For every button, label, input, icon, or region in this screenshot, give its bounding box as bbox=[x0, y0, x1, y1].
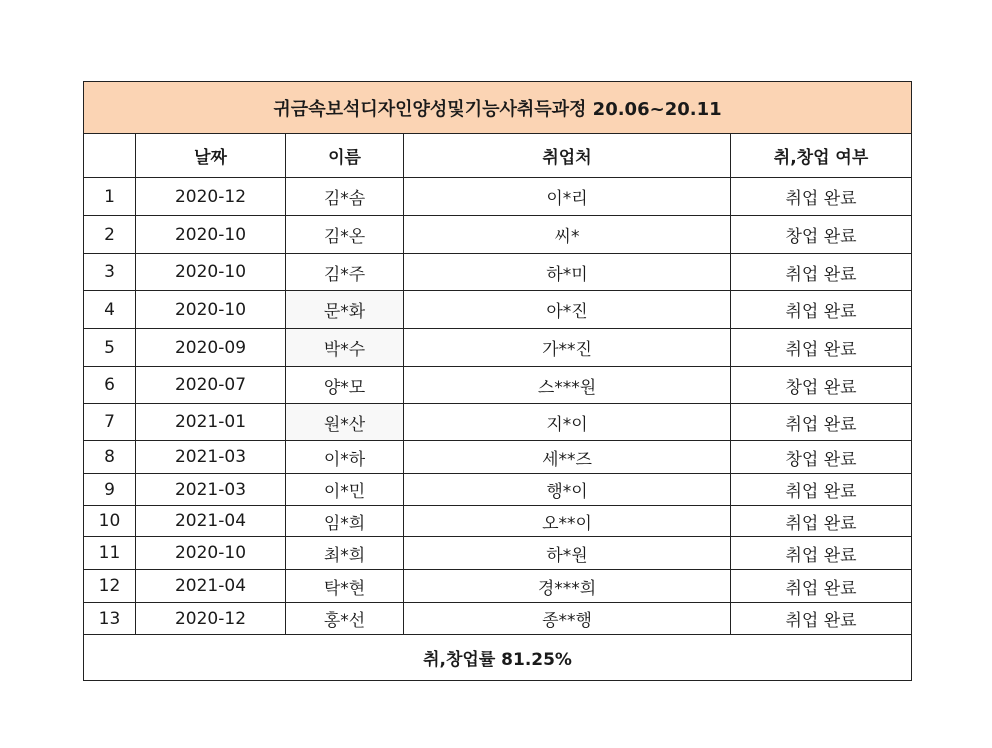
employment-rate: 취,창업률 81.25% bbox=[84, 635, 912, 681]
cell-status: 취업 완료 bbox=[731, 570, 912, 603]
table-row bbox=[84, 506, 912, 537]
table-row bbox=[84, 404, 912, 441]
cell-no: 6 bbox=[84, 367, 136, 404]
cell-status: 창업 완료 bbox=[731, 216, 912, 254]
cell-name: 임*희 bbox=[286, 506, 404, 537]
cell-no: 9 bbox=[84, 474, 136, 506]
cell-name: 최*희 bbox=[286, 537, 404, 570]
table-body bbox=[84, 82, 912, 681]
table-row bbox=[84, 367, 912, 404]
cell-status: 취업 완료 bbox=[731, 254, 912, 291]
cell-status: 취업 완료 bbox=[731, 474, 912, 506]
cell-company: 행*이 bbox=[404, 474, 731, 506]
cell-date: 2021-04 bbox=[136, 506, 286, 537]
cell-name: 김*온 bbox=[286, 216, 404, 254]
cell-no: 12 bbox=[84, 570, 136, 603]
cell-name: 양*모 bbox=[286, 367, 404, 404]
cell-no: 1 bbox=[84, 178, 136, 216]
table-row bbox=[84, 178, 912, 216]
cell-company: 스***원 bbox=[404, 367, 731, 404]
header-row bbox=[84, 134, 912, 178]
header-status: 취,창업 여부 bbox=[731, 134, 912, 178]
title-row bbox=[84, 82, 912, 134]
footer-row bbox=[84, 635, 912, 681]
cell-company: 하*미 bbox=[404, 254, 731, 291]
cell-status: 취업 완료 bbox=[731, 178, 912, 216]
cell-no: 10 bbox=[84, 506, 136, 537]
table-row bbox=[84, 603, 912, 635]
cell-no: 13 bbox=[84, 603, 136, 635]
cell-no: 2 bbox=[84, 216, 136, 254]
cell-status: 창업 완료 bbox=[731, 441, 912, 474]
cell-date: 2020-10 bbox=[136, 537, 286, 570]
cell-date: 2020-09 bbox=[136, 329, 286, 367]
cell-no: 4 bbox=[84, 291, 136, 329]
cell-date: 2020-10 bbox=[136, 216, 286, 254]
cell-company: 지*이 bbox=[404, 404, 731, 441]
table-row bbox=[84, 441, 912, 474]
cell-date: 2020-10 bbox=[136, 254, 286, 291]
cell-status: 취업 완료 bbox=[731, 404, 912, 441]
cell-no: 5 bbox=[84, 329, 136, 367]
cell-date: 2021-04 bbox=[136, 570, 286, 603]
table-row bbox=[84, 474, 912, 506]
cell-company: 아*진 bbox=[404, 291, 731, 329]
cell-status: 취업 완료 bbox=[731, 603, 912, 635]
cell-name: 문*화 bbox=[286, 291, 404, 329]
cell-company: 하*원 bbox=[404, 537, 731, 570]
header-no bbox=[84, 134, 136, 178]
cell-company: 이*리 bbox=[404, 178, 731, 216]
cell-company: 경***희 bbox=[404, 570, 731, 603]
table-title: 귀금속보석디자인양성및기능사취득과정 20.06~20.11 bbox=[84, 82, 912, 134]
cell-name: 김*주 bbox=[286, 254, 404, 291]
header-name: 이름 bbox=[286, 134, 404, 178]
cell-name: 박*수 bbox=[286, 329, 404, 367]
cell-status: 취업 완료 bbox=[731, 291, 912, 329]
cell-company: 가**진 bbox=[404, 329, 731, 367]
header-company: 취업처 bbox=[404, 134, 731, 178]
cell-name: 홍*선 bbox=[286, 603, 404, 635]
cell-company: 오**이 bbox=[404, 506, 731, 537]
table-row bbox=[84, 291, 912, 329]
cell-company: 종**행 bbox=[404, 603, 731, 635]
table-row bbox=[84, 329, 912, 367]
cell-date: 2020-12 bbox=[136, 178, 286, 216]
cell-no: 11 bbox=[84, 537, 136, 570]
cell-status: 취업 완료 bbox=[731, 537, 912, 570]
table-row bbox=[84, 254, 912, 291]
cell-no: 8 bbox=[84, 441, 136, 474]
cell-status: 취업 완료 bbox=[731, 506, 912, 537]
table-row bbox=[84, 570, 912, 603]
employment-table bbox=[83, 81, 912, 681]
cell-no: 7 bbox=[84, 404, 136, 441]
cell-date: 2020-12 bbox=[136, 603, 286, 635]
cell-name: 이*하 bbox=[286, 441, 404, 474]
cell-date: 2021-03 bbox=[136, 441, 286, 474]
cell-name: 이*민 bbox=[286, 474, 404, 506]
header-date: 날짜 bbox=[136, 134, 286, 178]
cell-date: 2020-10 bbox=[136, 291, 286, 329]
cell-name: 탁*현 bbox=[286, 570, 404, 603]
table-row bbox=[84, 537, 912, 570]
cell-status: 창업 완료 bbox=[731, 367, 912, 404]
cell-status: 취업 완료 bbox=[731, 329, 912, 367]
cell-name: 김*솜 bbox=[286, 178, 404, 216]
cell-date: 2021-03 bbox=[136, 474, 286, 506]
table-row bbox=[84, 216, 912, 254]
cell-name: 원*산 bbox=[286, 404, 404, 441]
cell-date: 2020-07 bbox=[136, 367, 286, 404]
cell-company: 세**즈 bbox=[404, 441, 731, 474]
cell-company: 씨* bbox=[404, 216, 731, 254]
cell-no: 3 bbox=[84, 254, 136, 291]
cell-date: 2021-01 bbox=[136, 404, 286, 441]
